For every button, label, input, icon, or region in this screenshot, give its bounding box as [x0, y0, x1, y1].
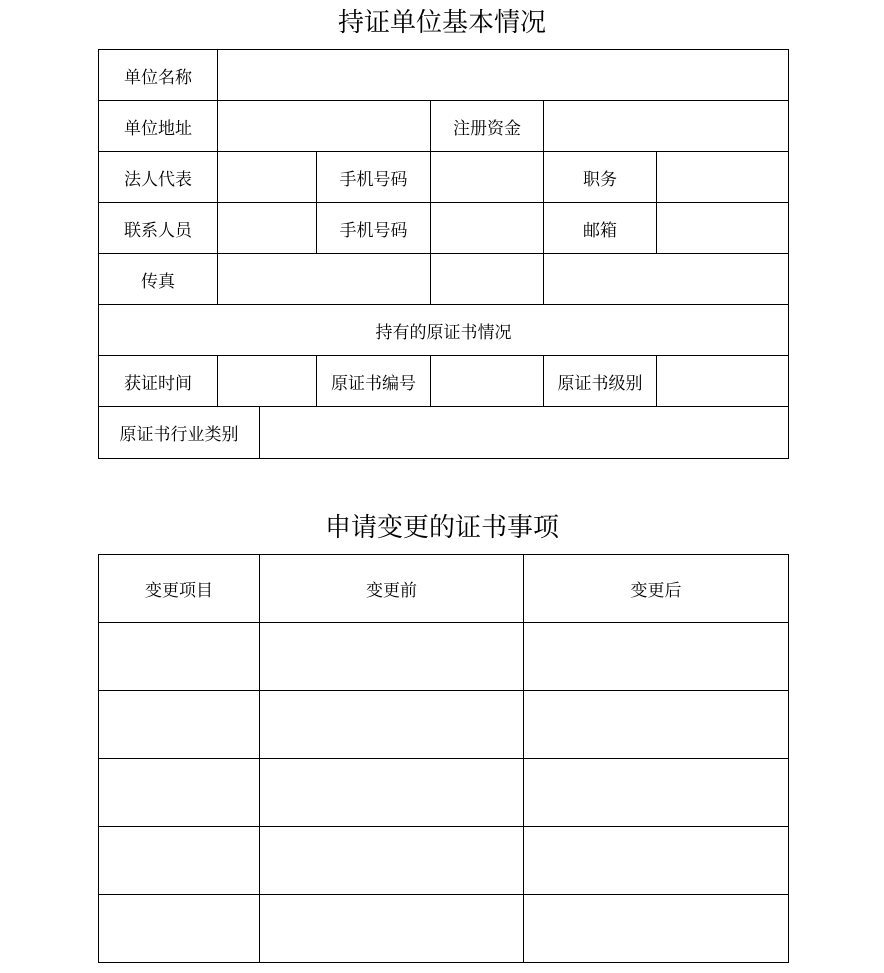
change-header-row [99, 555, 789, 623]
cert-level-label: 原证书级别 [544, 356, 657, 407]
header-change-item: 变更项目 [99, 555, 260, 623]
cert-industry-row [99, 407, 789, 459]
change-item-cell[interactable] [99, 827, 260, 895]
header-after: 变更后 [524, 555, 789, 623]
fax-extra-cell[interactable] [431, 254, 544, 305]
registered-capital-field[interactable] [544, 101, 789, 152]
original-cert-heading: 持有的原证书情况 [99, 305, 789, 356]
before-cell[interactable] [260, 691, 524, 759]
position-field[interactable] [657, 152, 789, 203]
after-cell[interactable] [524, 759, 789, 827]
fax-extra-cell-2[interactable] [544, 254, 789, 305]
after-cell[interactable] [524, 691, 789, 759]
cert-date-label: 获证时间 [99, 356, 218, 407]
before-cell[interactable] [260, 623, 524, 691]
cert-industry-label: 原证书行业类别 [99, 407, 260, 459]
contact-field[interactable] [218, 203, 317, 254]
change-item-cell[interactable] [99, 691, 260, 759]
fax-field[interactable] [218, 254, 431, 305]
contact-mobile-label: 手机号码 [317, 203, 431, 254]
basic-info-table [98, 49, 789, 459]
legal-rep-mobile-field[interactable] [431, 152, 544, 203]
cert-details-row [99, 356, 789, 407]
change-row [99, 895, 789, 963]
before-cell[interactable] [260, 759, 524, 827]
unit-address-field[interactable] [218, 101, 431, 152]
change-items-table [98, 554, 789, 963]
after-cell[interactable] [524, 895, 789, 963]
legal-rep-field[interactable] [218, 152, 317, 203]
change-item-cell[interactable] [99, 895, 260, 963]
change-item-cell[interactable] [99, 623, 260, 691]
change-row [99, 691, 789, 759]
before-cell[interactable] [260, 827, 524, 895]
email-label: 邮箱 [544, 203, 657, 254]
fax-label: 传真 [99, 254, 218, 305]
change-row [99, 827, 789, 895]
unit-address-row [99, 101, 789, 152]
header-before: 变更前 [260, 555, 524, 623]
email-field[interactable] [657, 203, 789, 254]
basic-info-title: 持证单位基本情况 [337, 8, 546, 38]
after-cell[interactable] [524, 827, 789, 895]
legal-rep-mobile-label: 手机号码 [317, 152, 431, 203]
legal-rep-label: 法人代表 [99, 152, 218, 203]
change-items-title: 申请变更的证书事项 [324, 513, 559, 543]
contact-row [99, 203, 789, 254]
change-row [99, 759, 789, 827]
change-item-cell[interactable] [99, 759, 260, 827]
original-cert-heading-row [99, 305, 789, 356]
cert-industry-field[interactable] [260, 407, 789, 459]
before-cell[interactable] [260, 895, 524, 963]
unit-name-row [99, 50, 789, 101]
cert-number-field[interactable] [431, 356, 544, 407]
after-cell[interactable] [524, 623, 789, 691]
legal-rep-row [99, 152, 789, 203]
registered-capital-label: 注册资金 [431, 101, 544, 152]
fax-row [99, 254, 789, 305]
unit-name-label: 单位名称 [99, 50, 218, 101]
cert-level-field[interactable] [657, 356, 789, 407]
cert-number-label: 原证书编号 [317, 356, 431, 407]
position-label: 职务 [544, 152, 657, 203]
change-row [99, 623, 789, 691]
unit-address-label: 单位地址 [99, 101, 218, 152]
contact-mobile-field[interactable] [431, 203, 544, 254]
cert-date-field[interactable] [218, 356, 317, 407]
unit-name-field[interactable] [218, 50, 789, 101]
contact-label: 联系人员 [99, 203, 218, 254]
